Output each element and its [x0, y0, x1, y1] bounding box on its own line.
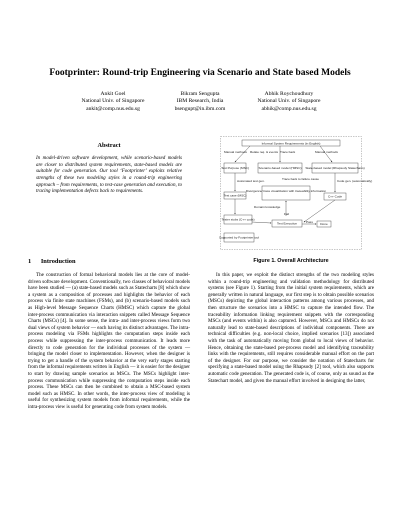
left-column: [28, 272, 190, 410]
fig-pass: Pass: [306, 220, 313, 224]
fig-state-model: State-based model (Rhapsody Statecharts): [305, 166, 365, 170]
paper-title: Footprinter: Round-trip Engineering via Scenario and State based Models: [49, 68, 351, 78]
abstract-text: In model-driven software development, while scenario-based models are closer to distributed system requirements, state-based models are suitable for code generation. Our tool ‘Footprinter’ exploits relative strengths of these two modeling styles in a round-trip engineering approach – from requirements, to test-case generation and execution, to tracing implementation defects back to requirements.: [36, 155, 182, 195]
abstract-heading: Abstract: [97, 142, 121, 149]
author-affiliation: IBM Research, India: [176, 98, 224, 105]
fig-divergence: Divergence/ trace visualization with traceability information: [245, 189, 327, 193]
right-column: [208, 272, 374, 384]
fig-top-box: Informal System Requirements (in English): [261, 141, 321, 146]
fig-test-case: Test case (MSC): [223, 193, 247, 198]
fig-fail: Fail: [284, 212, 289, 216]
architecture-diagram: [218, 136, 373, 250]
section-title: Introduction: [40, 258, 76, 265]
fig-done: Done: [320, 222, 328, 226]
fig-code-gen: Code gen. (automatically): [337, 179, 373, 183]
author-email: bsengupt@in.ibm.com: [174, 105, 226, 112]
fig-trace-back: Trace back to failure cause: [282, 177, 320, 181]
section-heading: [28, 258, 76, 265]
fig-supported: Supported by Footprinter tool: [218, 235, 260, 240]
fig-trace: Trace back: [280, 150, 296, 154]
fig-test-execution: Test Execution: [276, 221, 298, 226]
fig-domain-knowledge: Domain knowledge: [254, 205, 281, 209]
fig-manual2: Manual methods: [315, 150, 338, 154]
fig-manual1: Manual methods: [224, 150, 247, 154]
right-paragraph: In this paper, we exploit the distinct strengths of the two modeling styles within a round-trip engineering and validation methodology for distributed systems (see Figure 1). Starting from the initial system requirements, which are generally written in natural language, our first step is to obtain possible scenarios (MSCs) depicting the global interaction patterns among various processes, and then structure the scenarios into a HMSC to capture the intended flow. The traceability information linking requirement snippets with the corresponding MSCs (and events within) is also captured. However, MSCs and HMSCs do not naturally lead to state-based descriptions of individual components. There are technical difficulties (e.g. non-local choice, implied scenarios [13]) associated with the task of automatically moving from global to local views of behavior. Hence, obtaining the state-based per-process model and identifying traceability links with the requirements, still requires considerable manual effort on the part of the designer. For our purpose, we consider the notation of Statecharts for specifying a state-based model using the Rhapsody [2] tool, which also supports automatic code generation. The generated code is, of course, only as sound as the Statechart model, and given the manual effort involved in designing the latter,: [208, 272, 374, 384]
fig-scenario-model: Scenario-based model (HMSC): [258, 166, 302, 170]
section-number: 1: [28, 258, 32, 265]
author-3: [224, 91, 354, 113]
author-email: abhik@comp.nus.edu.sg: [261, 105, 317, 112]
fig-test-purpose: Test Purpose (MSC): [221, 166, 249, 170]
author-email: ankit@comp.nus.edu.sg: [86, 105, 140, 112]
author-name: Ankit Goel: [100, 91, 126, 97]
author-name: Bikram Sengupta: [180, 91, 220, 97]
fig-tester: Tester stubs (C++ code): [221, 217, 255, 222]
fig-automated: Automated test gen.: [237, 179, 265, 183]
author-affiliation: National Univ. of Singapore: [257, 98, 321, 105]
fig-cpp-code: C++ Code: [327, 194, 343, 199]
author-name: Abhik Roychoudhury: [264, 91, 314, 97]
fig-relate: Relate req. & events: [250, 150, 279, 154]
architecture-figure: [218, 136, 373, 250]
author-affiliation: National Univ. of Singapore: [81, 98, 145, 105]
figure-caption: Figure 1. Overall Architecture: [253, 258, 329, 264]
intro-paragraph: The construction of formal behavioral models lies at the core of model-driven software development. Conventionally, two classes of behavioral models have been studied — (a) state-based models such as Statecharts [8] which show a system as a composition of processes and highlights the behavior of each process via finite state machines (FSMs), and (b) scenario-based models such as High-level Message Sequence Charts (HMSC) which capture the global inter-process communication via interaction snippets called Message Sequence Charts (MSCs) [4]. In some sense, the intra- and inter-process views form two dual views of system behavior — each having its distinct advantages. The intra-process modeling via FSMs highlights the computation steps inside each process while suppressing the inter-process communication. It leads more directly to code generation for the individual processes of the system — bringing the model closer to implementation. However, when the designer is trying to get a handle of the system behavior at the very early stages starting from the informal requirements written in English — it is easier for the designer to start by drawing sample scenarios as MSCs. The MSCs highlight inter-process communication while suppressing the computation steps inside each process. These MSCs can then be combined to obtain a MSC-based system model such as HMSC. In other words, the inter-process view of modeling is useful for synthesizing system models from informal requirements, while the intra-process view is useful for generating code from system models.: [28, 272, 190, 410]
